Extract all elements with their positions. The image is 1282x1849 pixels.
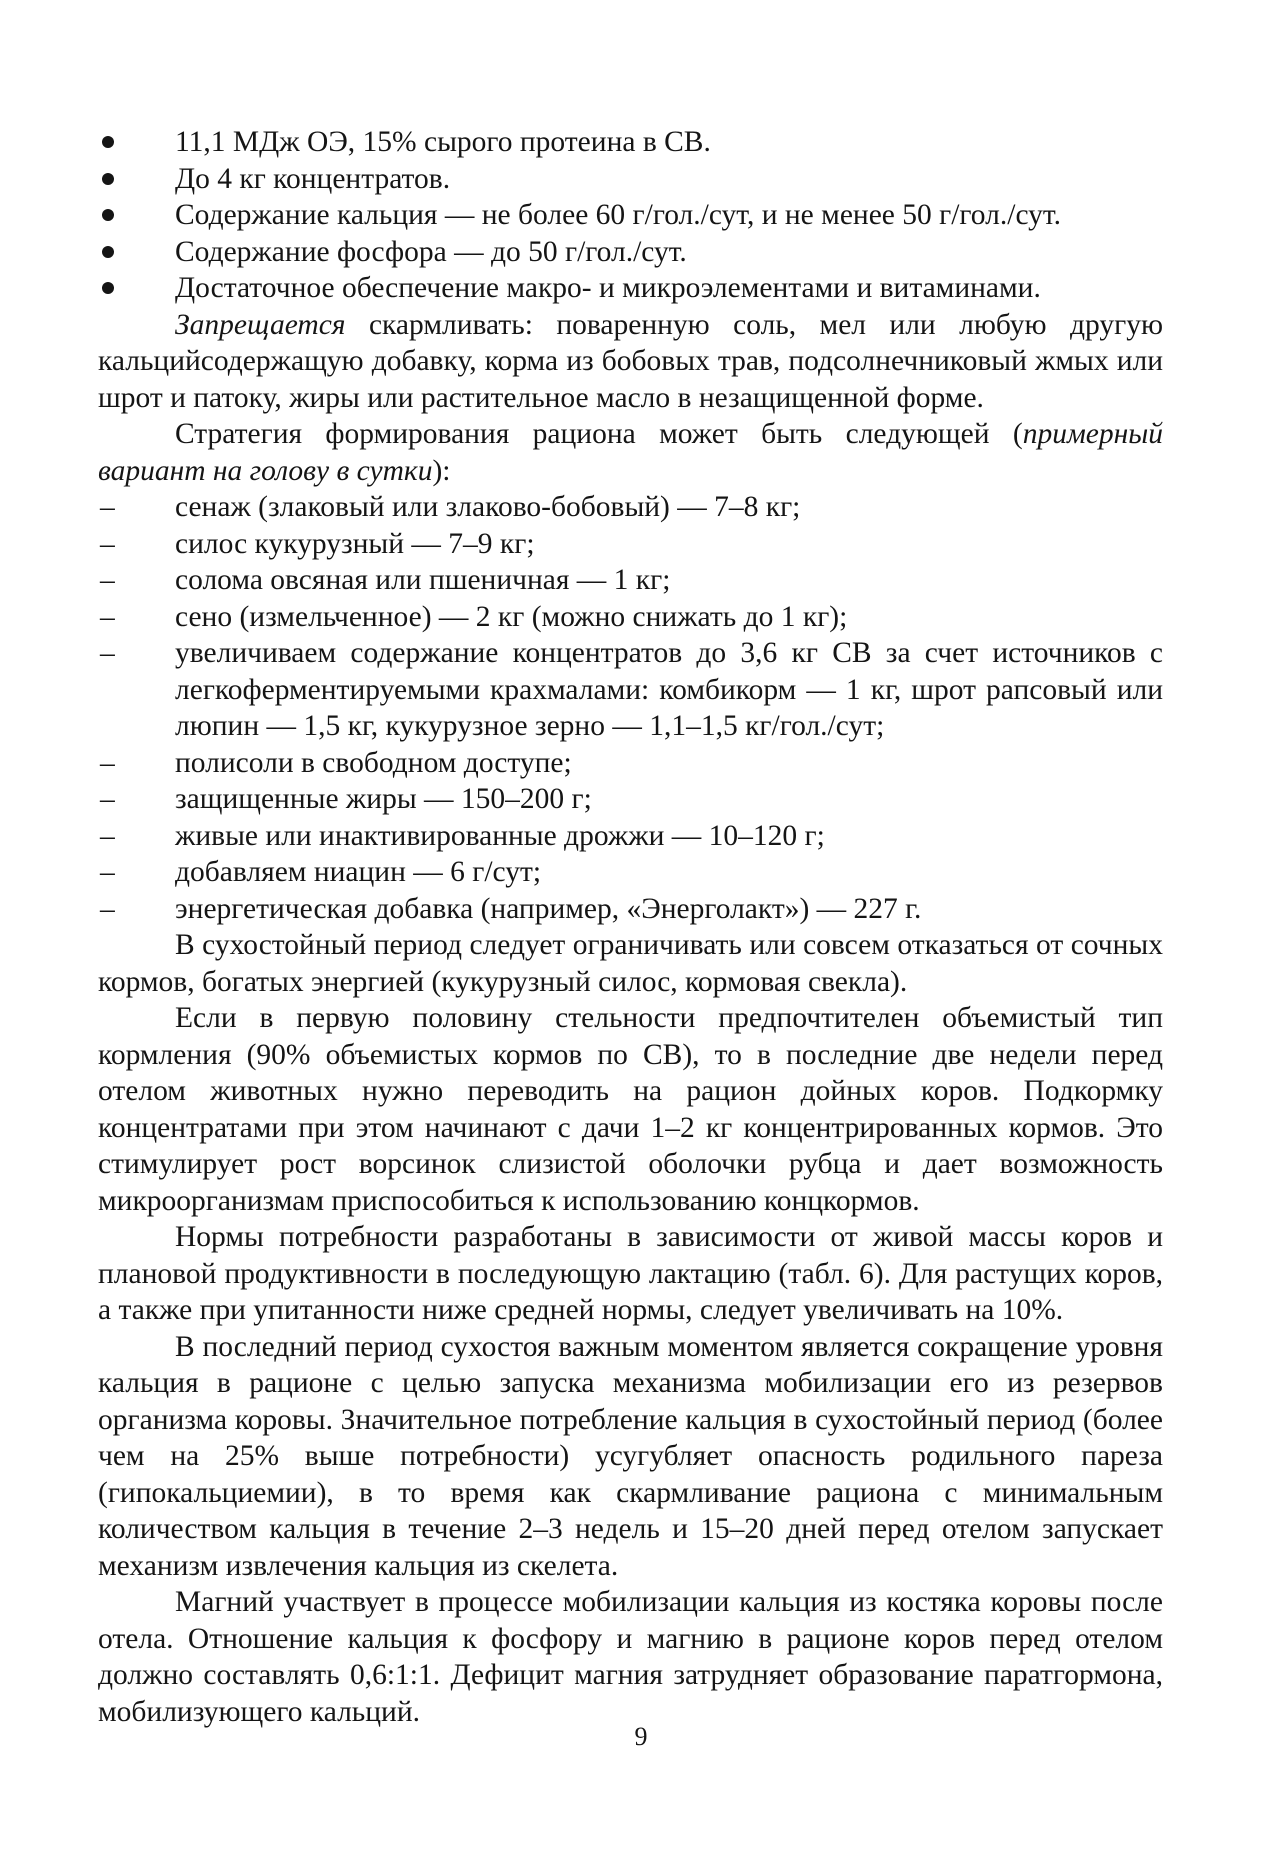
dash-item: – силос кукурузный — 7–9 кг; <box>98 526 1163 563</box>
bullet-item: До 4 кг концентратов. <box>98 161 1163 198</box>
dash-item: – солома овсяная или пшеничная — 1 кг; <box>98 562 1163 599</box>
strategy-end: ): <box>432 454 451 487</box>
body-paragraph: Нормы потребности разработаны в зависимости от живой массы коров и плановой продуктивности в последующую лактацию (табл. 6). Для растущих коров, а также при упитанности ниже средней нормы, следует увеличивать на 10%. <box>98 1221 1163 1326</box>
strategy-emphasis: примерный вариант на голову в сутки <box>98 418 1163 487</box>
strategy-text: Стратегия формирования рациона может быть следующей ( <box>175 418 1023 450</box>
strategy-paragraph <box>98 416 1163 489</box>
body-paragraph: Магний участвует в процессе мобилизации кальция из костяка коровы после отела. Отношение кальция к фосфору и магнию в рационе коров перед отелом должно составлять 0,6:1:1. Дефицит магния затрудняет образование паратгормона, мобилизующего кальций. <box>98 1586 1163 1728</box>
body-paragraph: В сухостойный период следует ограничивать или совсем отказаться от сочных кормов, богатых энергией (кукурузный силос, кормовая свекла). <box>98 929 1163 998</box>
prohibited-text: скармливать: поваренную соль, мел или любую другую кальцийсодержащую добавку, корма из бобовых трав, подсолнечниковый жмых или шрот и патоку, жиры или растительное масло в незащищенной форме. <box>98 308 1163 414</box>
dash-item: – полисоли в свободном доступе; <box>98 745 1163 782</box>
dash-item: – добавляем ниацин — 6 г/сут; <box>98 854 1163 891</box>
bullet-item: Содержание кальция — не более 60 г/гол./сут, и не менее 50 г/гол./сут. <box>98 197 1163 234</box>
body-paragraph: В последний период сухостоя важным моментом является сокращение уровня кальция в рационе с целью запуска механизма мобилизации его из резервов организма коровы. Значительное потребление кальция в сухостойный период (более чем на 25% выше потребности) усугубляет опасность родильного пареза (гипокальциемии), в то время как скармливание рациона с минимальным количеством кальция в течение 2–3 недель и 15–20 дней перед отелом запускает механизм извлечения кальция из скелета. <box>98 1330 1163 1582</box>
ration-dash-list <box>98 489 1163 927</box>
bullet-item: Содержание фосфора — до 50 г/гол./сут. <box>98 234 1163 271</box>
page-number: 9 <box>634 1722 648 1751</box>
dash-item: – сено (измельченное) — 2 кг (можно снижать до 1 кг); <box>98 599 1163 636</box>
dash-item: – энергетическая добавка (например, «Энерголакт») — 227 г. <box>98 891 1163 928</box>
dash-item: – увеличиваем содержание концентратов до 3,6 кг СВ за счет источников с легкоферментируемыми крахмалами: комбикорм — 1 кг, шрот рапсовый или люпин — 1,5 кг, кукурузное зерно — 1,1–1,5 кг/гол./сут; <box>98 635 1163 745</box>
dash-item: – живые или инактивированные дрожжи — 10–120 г; <box>98 818 1163 855</box>
bullet-item: Достаточное обеспечение макро- и микроэлементами и витаминами. <box>98 270 1163 307</box>
dash-item: – сенаж (злаковый или злаково-бобовый) — 7–8 кг; <box>98 489 1163 526</box>
requirements-bullet-list <box>98 124 1163 307</box>
page-content <box>98 124 1163 1730</box>
body-paragraph: Если в первую половину стельности предпочтителен объемистый тип кормления (90% объемистых кормов по СВ), то в последние две недели перед отелом животных нужно переводить на рацион дойных коров. Подкормку концентратами при этом начинают с дачи 1–2 кг концентрированных кормов. Это стимулирует рост ворсинок слизистой оболочки рубца и дает возможность микроорганизмам приспособиться к использованию концкормов. <box>98 1002 1163 1217</box>
dash-item: – защищенные жиры — 150–200 г; <box>98 781 1163 818</box>
prohibited-emphasis: Запрещается <box>175 308 346 341</box>
prohibited-paragraph <box>98 307 1163 417</box>
bullet-item: 11,1 МДж ОЭ, 15% сырого протеина в СВ. <box>98 124 1163 161</box>
